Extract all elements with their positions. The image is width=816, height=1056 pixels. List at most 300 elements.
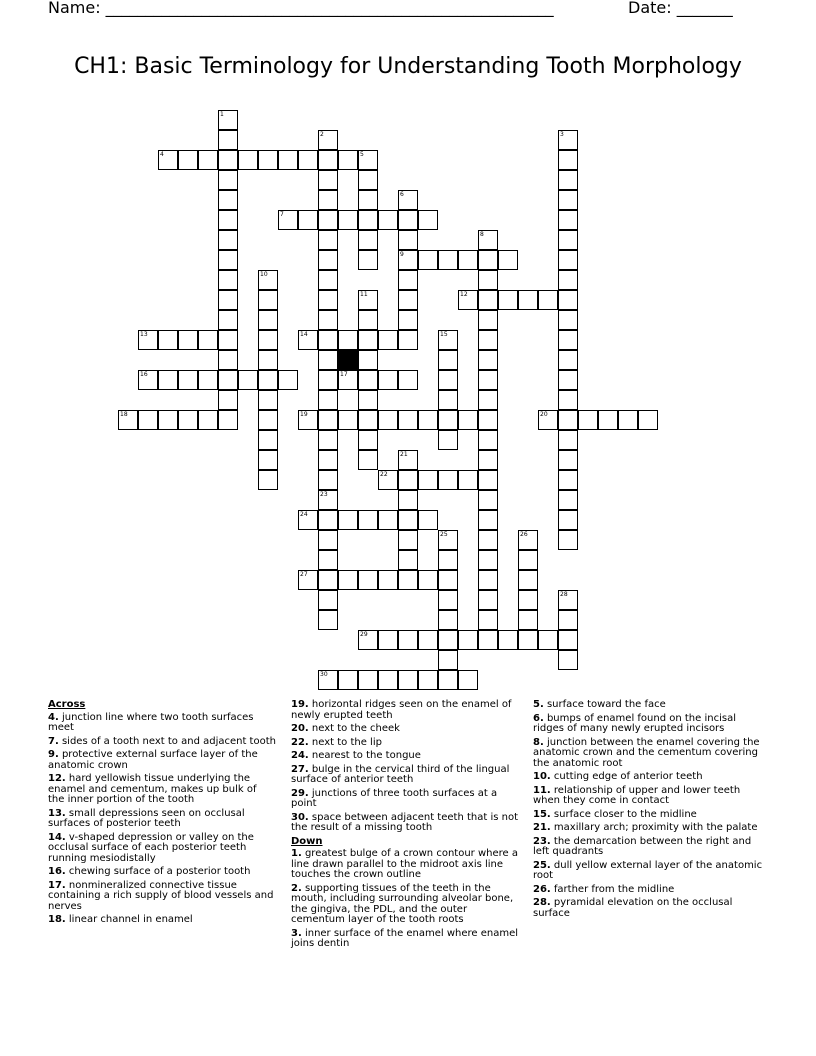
- clue-number: 17.: [48, 879, 66, 891]
- grid-cell[interactable]: [558, 650, 578, 670]
- grid-cell[interactable]: [238, 370, 258, 390]
- grid-cell[interactable]: [478, 250, 498, 270]
- clue-number: 24.: [291, 750, 309, 761]
- grid-cell[interactable]: [318, 490, 338, 510]
- grid-cell[interactable]: [298, 570, 318, 590]
- grid-cell[interactable]: [378, 630, 398, 650]
- clue-number-label: 25: [440, 531, 448, 538]
- grid-cell[interactable]: [558, 590, 578, 610]
- grid-cell[interactable]: [178, 410, 198, 430]
- grid-cell[interactable]: [218, 330, 238, 350]
- clue-column-3: [533, 700, 765, 922]
- grid-cell[interactable]: [558, 350, 578, 370]
- grid-cell[interactable]: [438, 470, 458, 490]
- clue-number-label: 5: [360, 151, 364, 158]
- grid-cell[interactable]: [558, 450, 578, 470]
- clue-text: hard yellowish tissue underlying the enamel and cementum, makes up bulk of the inner portion of the tooth: [48, 773, 257, 805]
- grid-cell[interactable]: [558, 210, 578, 230]
- grid-cell[interactable]: [198, 150, 218, 170]
- grid-cell[interactable]: [318, 530, 338, 550]
- clue-number-label: 12: [460, 291, 468, 298]
- grid-cell[interactable]: [358, 330, 378, 350]
- grid-cell[interactable]: [478, 410, 498, 430]
- clue-number-label: 26: [520, 531, 528, 538]
- grid-cell[interactable]: [178, 370, 198, 390]
- grid-cell[interactable]: [158, 330, 178, 350]
- grid-cell[interactable]: [458, 290, 478, 310]
- clue-number-label: 13: [140, 331, 148, 338]
- grid-cell[interactable]: [358, 210, 378, 230]
- grid-cell[interactable]: [318, 270, 338, 290]
- grid-cell[interactable]: [438, 330, 458, 350]
- grid-cell[interactable]: [318, 590, 338, 610]
- grid-cell[interactable]: [318, 510, 338, 530]
- grid-cell[interactable]: [498, 290, 518, 310]
- grid-cell[interactable]: [478, 590, 498, 610]
- grid-cell[interactable]: [218, 150, 238, 170]
- clue-text: greatest bulge of a crown contour where a line drawn parallel to the midroot axis line touches the crown outline: [291, 848, 518, 880]
- grid-cell[interactable]: [558, 510, 578, 530]
- grid-cell[interactable]: [318, 290, 338, 310]
- grid-cell[interactable]: [458, 410, 478, 430]
- name-field[interactable]: Name: ________________________________________________________: [48, 0, 554, 17]
- grid-cell[interactable]: [478, 550, 498, 570]
- clue-number: 7.: [48, 735, 59, 747]
- grid-cell[interactable]: [558, 150, 578, 170]
- grid-cell[interactable]: [318, 250, 338, 270]
- clue-number-label: 10: [260, 271, 268, 278]
- grid-cell[interactable]: [438, 610, 458, 630]
- grid-cell[interactable]: [418, 410, 438, 430]
- clue-number-label: 28: [560, 591, 568, 598]
- grid-cell[interactable]: [218, 410, 238, 430]
- grid-cell[interactable]: [398, 410, 418, 430]
- grid-cell[interactable]: [558, 490, 578, 510]
- grid-cell[interactable]: [398, 290, 418, 310]
- clue-item: [48, 881, 276, 913]
- grid-cell[interactable]: [258, 430, 278, 450]
- grid-cell[interactable]: [338, 330, 358, 350]
- grid-cell[interactable]: [218, 270, 238, 290]
- clue-number-label: 1: [220, 111, 224, 118]
- clue-item: [533, 861, 765, 882]
- grid-cell[interactable]: [298, 330, 318, 350]
- grid-cell[interactable]: [318, 410, 338, 430]
- grid-cell[interactable]: [358, 430, 378, 450]
- grid-cell[interactable]: [418, 470, 438, 490]
- clue-item: [48, 737, 276, 748]
- grid-cell[interactable]: [218, 350, 238, 370]
- grid-cell[interactable]: [398, 450, 418, 470]
- grid-cell[interactable]: [358, 390, 378, 410]
- grid-cell[interactable]: [318, 450, 338, 470]
- grid-cell[interactable]: [418, 510, 438, 530]
- grid-cell[interactable]: [358, 450, 378, 470]
- grid-cell[interactable]: [438, 410, 458, 430]
- grid-cell[interactable]: [558, 530, 578, 550]
- clue-number-label: 15: [440, 331, 448, 338]
- grid-cell[interactable]: [258, 450, 278, 470]
- grid-cell[interactable]: [338, 210, 358, 230]
- grid-cell[interactable]: [438, 650, 458, 670]
- grid-cell[interactable]: [478, 350, 498, 370]
- grid-cell[interactable]: [438, 570, 458, 590]
- clue-item: [291, 929, 523, 950]
- grid-cell[interactable]: [498, 630, 518, 650]
- grid-cell[interactable]: [398, 190, 418, 210]
- grid-cell[interactable]: [558, 190, 578, 210]
- grid-cell[interactable]: [258, 370, 278, 390]
- grid-cell[interactable]: [478, 290, 498, 310]
- grid-cell[interactable]: [358, 230, 378, 250]
- grid-cell[interactable]: [418, 670, 438, 690]
- grid-cell[interactable]: [398, 630, 418, 650]
- clue-number: 6.: [533, 712, 544, 724]
- grid-cell[interactable]: [398, 250, 418, 270]
- grid-cell[interactable]: [498, 250, 518, 270]
- grid-cell[interactable]: [438, 390, 458, 410]
- grid-cell[interactable]: [398, 210, 418, 230]
- clue-number: 13.: [48, 807, 66, 819]
- grid-cell[interactable]: [578, 410, 598, 430]
- grid-cell[interactable]: [318, 150, 338, 170]
- grid-cell[interactable]: [518, 610, 538, 630]
- grid-cell[interactable]: [258, 410, 278, 430]
- grid-cell[interactable]: [438, 370, 458, 390]
- grid-cell[interactable]: [438, 350, 458, 370]
- grid-cell[interactable]: [178, 150, 198, 170]
- grid-cell[interactable]: [478, 330, 498, 350]
- grid-cell[interactable]: [318, 190, 338, 210]
- grid-cell[interactable]: [438, 530, 458, 550]
- grid-cell[interactable]: [518, 550, 538, 570]
- clue-text: protective external surface layer of the anatomic crown: [48, 749, 258, 771]
- clue-number-label: 11: [360, 291, 368, 298]
- clue-number: 1.: [291, 848, 302, 859]
- grid-cell[interactable]: [558, 330, 578, 350]
- grid-cell[interactable]: [558, 290, 578, 310]
- clue-number-label: 8: [480, 231, 484, 238]
- grid-cell[interactable]: [518, 530, 538, 550]
- grid-cell[interactable]: [418, 570, 438, 590]
- grid-cell[interactable]: [398, 490, 418, 510]
- grid-cell[interactable]: [478, 530, 498, 550]
- clue-number: 29.: [291, 787, 309, 799]
- grid-cell[interactable]: [218, 190, 238, 210]
- grid-cell[interactable]: [298, 410, 318, 430]
- grid-cell[interactable]: [478, 370, 498, 390]
- grid-cell[interactable]: [398, 530, 418, 550]
- grid-cell[interactable]: [338, 510, 358, 530]
- grid-cell[interactable]: [198, 370, 218, 390]
- grid-cell[interactable]: [478, 230, 498, 250]
- clue-number-label: 16: [140, 371, 148, 378]
- clue-number: 22.: [291, 736, 309, 748]
- grid-cell[interactable]: [398, 230, 418, 250]
- grid-cell[interactable]: [538, 630, 558, 650]
- clue-number-label: 18: [120, 411, 128, 418]
- grid-cell[interactable]: [478, 630, 498, 650]
- clue-number: 4.: [48, 711, 59, 723]
- grid-cell[interactable]: [438, 630, 458, 650]
- grid-cell[interactable]: [378, 510, 398, 530]
- grid-cell[interactable]: [518, 290, 538, 310]
- grid-cell[interactable]: [378, 330, 398, 350]
- grid-cell[interactable]: [318, 310, 338, 330]
- grid-cell[interactable]: [558, 390, 578, 410]
- grid-cell[interactable]: [338, 410, 358, 430]
- grid-cell[interactable]: [338, 150, 358, 170]
- clue-number: 19.: [291, 699, 309, 710]
- grid-cell[interactable]: [318, 170, 338, 190]
- grid-cell[interactable]: [378, 670, 398, 690]
- clue-column-1: [48, 700, 276, 929]
- grid-cell[interactable]: [558, 470, 578, 490]
- grid-cell[interactable]: [598, 410, 618, 430]
- grid-cell[interactable]: [218, 310, 238, 330]
- grid-cell[interactable]: [318, 370, 338, 390]
- grid-cell[interactable]: [398, 570, 418, 590]
- clue-number-label: 29: [360, 631, 368, 638]
- grid-cell[interactable]: [438, 670, 458, 690]
- clue-text: maxillary arch; proximity with the palate: [553, 822, 758, 833]
- clue-number: 8.: [533, 736, 544, 748]
- grid-cell[interactable]: [398, 310, 418, 330]
- clue-number: 14.: [48, 831, 66, 843]
- grid-cell[interactable]: [478, 490, 498, 510]
- grid-cell[interactable]: [218, 390, 238, 410]
- grid-cell[interactable]: [538, 410, 558, 430]
- grid-cell[interactable]: [358, 290, 378, 310]
- grid-cell[interactable]: [318, 570, 338, 590]
- grid-cell[interactable]: [258, 350, 278, 370]
- grid-cell[interactable]: [198, 410, 218, 430]
- grid-cell[interactable]: [478, 310, 498, 330]
- clue-item: [48, 809, 276, 830]
- clue-text: relationship of upper and lower teeth when they come in contact: [533, 784, 741, 806]
- grid-cell[interactable]: [398, 270, 418, 290]
- grid-cell[interactable]: [218, 110, 238, 130]
- grid-cell[interactable]: [558, 370, 578, 390]
- grid-cell[interactable]: [438, 250, 458, 270]
- clue-number: 2.: [291, 882, 302, 894]
- grid-cell[interactable]: [218, 230, 238, 250]
- grid-cell[interactable]: [258, 150, 278, 170]
- clue-text: next to the lip: [311, 736, 382, 748]
- down-heading: Down: [291, 835, 323, 847]
- grid-cell[interactable]: [138, 370, 158, 390]
- grid-cell[interactable]: [218, 130, 238, 150]
- grid-cell[interactable]: [218, 250, 238, 270]
- grid-cell[interactable]: [158, 150, 178, 170]
- clue-number-label: 3: [560, 131, 564, 138]
- grid-cell[interactable]: [298, 210, 318, 230]
- grid-cell[interactable]: [258, 390, 278, 410]
- grid-cell[interactable]: [318, 210, 338, 230]
- clue-number-label: 6: [400, 191, 404, 198]
- page-title: CH1: Basic Terminology for Understanding Tooth Morphology: [74, 54, 742, 79]
- clue-item: [48, 867, 276, 878]
- grid-cell[interactable]: [118, 410, 138, 430]
- grid-cell[interactable]: [358, 150, 378, 170]
- clue-text: next to the cheek: [311, 723, 400, 734]
- grid-cell[interactable]: [638, 410, 658, 430]
- grid-cell[interactable]: [478, 390, 498, 410]
- grid-cell[interactable]: [438, 430, 458, 450]
- grid-cell[interactable]: [458, 250, 478, 270]
- grid-cell[interactable]: [358, 410, 378, 430]
- grid-cell[interactable]: [258, 330, 278, 350]
- grid-cell[interactable]: [318, 610, 338, 630]
- grid-cell[interactable]: [398, 670, 418, 690]
- grid-cell[interactable]: [398, 550, 418, 570]
- clue-text: junction line where two tooth surfaces meet: [48, 711, 254, 733]
- grid-cell[interactable]: [418, 250, 438, 270]
- grid-cell[interactable]: [358, 370, 378, 390]
- grid-cell[interactable]: [358, 350, 378, 370]
- grid-cell[interactable]: [518, 570, 538, 590]
- clue-number: 27.: [291, 763, 309, 775]
- grid-cell[interactable]: [358, 250, 378, 270]
- grid-cell[interactable]: [338, 370, 358, 390]
- clue-number-label: 24: [300, 511, 308, 518]
- grid-cell[interactable]: [558, 310, 578, 330]
- grid-cell[interactable]: [478, 610, 498, 630]
- grid-cell[interactable]: [318, 430, 338, 450]
- grid-cell[interactable]: [178, 330, 198, 350]
- grid-cell[interactable]: [138, 330, 158, 350]
- date-field[interactable]: Date: _______: [628, 0, 733, 17]
- grid-cell[interactable]: [378, 370, 398, 390]
- grid-cell[interactable]: [298, 510, 318, 530]
- grid-cell[interactable]: [198, 330, 218, 350]
- clue-text: space between adjacent teeth that is not the result of a missing tooth: [291, 811, 519, 833]
- grid-cell[interactable]: [558, 230, 578, 250]
- grid-cell[interactable]: [258, 470, 278, 490]
- clue-item: [533, 786, 765, 807]
- grid-cell[interactable]: [518, 630, 538, 650]
- grid-cell[interactable]: [398, 370, 418, 390]
- grid-cell[interactable]: [418, 630, 438, 650]
- grid-cell[interactable]: [218, 210, 238, 230]
- grid-cell[interactable]: [478, 430, 498, 450]
- clue-text: nearest to the tongue: [311, 750, 421, 761]
- grid-cell[interactable]: [318, 470, 338, 490]
- grid-cell[interactable]: [358, 510, 378, 530]
- grid-cell[interactable]: [318, 230, 338, 250]
- grid-cell[interactable]: [618, 410, 638, 430]
- grid-cell[interactable]: [558, 250, 578, 270]
- grid-cell[interactable]: [358, 670, 378, 690]
- grid-cell[interactable]: [238, 150, 258, 170]
- grid-cell[interactable]: [278, 370, 298, 390]
- clue-text: supporting tissues of the teeth in the mouth, including surrounding alveolar bone, the gingiva, the PDL, and the outer cementum layer of the tooth roots: [291, 882, 514, 925]
- grid-cell[interactable]: [318, 130, 338, 150]
- grid-cell[interactable]: [358, 630, 378, 650]
- clue-item: [48, 713, 276, 734]
- clue-item: [291, 751, 523, 762]
- grid-cell[interactable]: [458, 670, 478, 690]
- clue-item: [533, 738, 765, 770]
- grid-cell[interactable]: [318, 670, 338, 690]
- grid-cell[interactable]: [318, 550, 338, 570]
- grid-cell[interactable]: [378, 570, 398, 590]
- grid-cell[interactable]: [218, 370, 238, 390]
- grid-cell[interactable]: [438, 550, 458, 570]
- grid-cell[interactable]: [538, 290, 558, 310]
- grid-cell[interactable]: [558, 130, 578, 150]
- grid-cell[interactable]: [398, 330, 418, 350]
- grid-cell[interactable]: [358, 170, 378, 190]
- grid-cell[interactable]: [478, 470, 498, 490]
- clue-number-label: 20: [540, 411, 548, 418]
- grid-cell[interactable]: [138, 410, 158, 430]
- grid-cell[interactable]: [558, 430, 578, 450]
- grid-cell[interactable]: [258, 290, 278, 310]
- grid-cell[interactable]: [398, 470, 418, 490]
- grid-cell[interactable]: [378, 210, 398, 230]
- grid-cell[interactable]: [558, 270, 578, 290]
- clue-number-label: 21: [400, 451, 408, 458]
- clue-text: small depressions seen on occlusal surfaces of posterior teeth: [48, 807, 245, 829]
- clue-text: linear channel in enamel: [68, 914, 193, 925]
- grid-cell[interactable]: [318, 330, 338, 350]
- grid-cell[interactable]: [478, 510, 498, 530]
- grid-cell[interactable]: [458, 630, 478, 650]
- grid-cell[interactable]: [298, 150, 318, 170]
- grid-cell[interactable]: [558, 610, 578, 630]
- grid-cell[interactable]: [478, 270, 498, 290]
- grid-cell[interactable]: [258, 270, 278, 290]
- grid-cell[interactable]: [258, 310, 278, 330]
- grid-cell[interactable]: [278, 150, 298, 170]
- grid-cell[interactable]: [378, 470, 398, 490]
- clue-number: 20.: [291, 723, 309, 734]
- grid-cell[interactable]: [478, 570, 498, 590]
- grid-cell[interactable]: [418, 210, 438, 230]
- grid-cell[interactable]: [438, 590, 458, 610]
- clue-text: the demarcation between the right and left quadrants: [533, 835, 752, 857]
- grid-cell[interactable]: [318, 350, 338, 370]
- grid-cell[interactable]: [338, 670, 358, 690]
- clue-text: nonmineralized connective tissue containing a rich supply of blood vessels and nerves: [48, 879, 274, 912]
- clue-text: pyramidal elevation on the occlusal surface: [533, 897, 733, 919]
- grid-cell[interactable]: [218, 170, 238, 190]
- clue-text: inner surface of the enamel where enamel joins dentin: [291, 927, 519, 949]
- clue-number: 3.: [291, 927, 302, 939]
- grid-cell[interactable]: [318, 390, 338, 410]
- grid-cell[interactable]: [558, 630, 578, 650]
- grid-cell[interactable]: [378, 410, 398, 430]
- grid-cell[interactable]: [358, 190, 378, 210]
- grid-cell[interactable]: [338, 570, 358, 590]
- grid-cell[interactable]: [218, 290, 238, 310]
- grid-cell[interactable]: [558, 170, 578, 190]
- clue-item: [533, 772, 765, 783]
- clue-item: [48, 833, 276, 865]
- grid-cell[interactable]: [158, 370, 178, 390]
- clue-item: [533, 885, 765, 896]
- grid-cell[interactable]: [478, 450, 498, 470]
- grid-cell[interactable]: [458, 470, 478, 490]
- grid-cell[interactable]: [278, 210, 298, 230]
- grid-cell[interactable]: [158, 410, 178, 430]
- grid-cell[interactable]: [358, 570, 378, 590]
- grid-cell[interactable]: [558, 410, 578, 430]
- grid-cell[interactable]: [358, 310, 378, 330]
- grid-cell[interactable]: [398, 510, 418, 530]
- grid-cell[interactable]: [518, 590, 538, 610]
